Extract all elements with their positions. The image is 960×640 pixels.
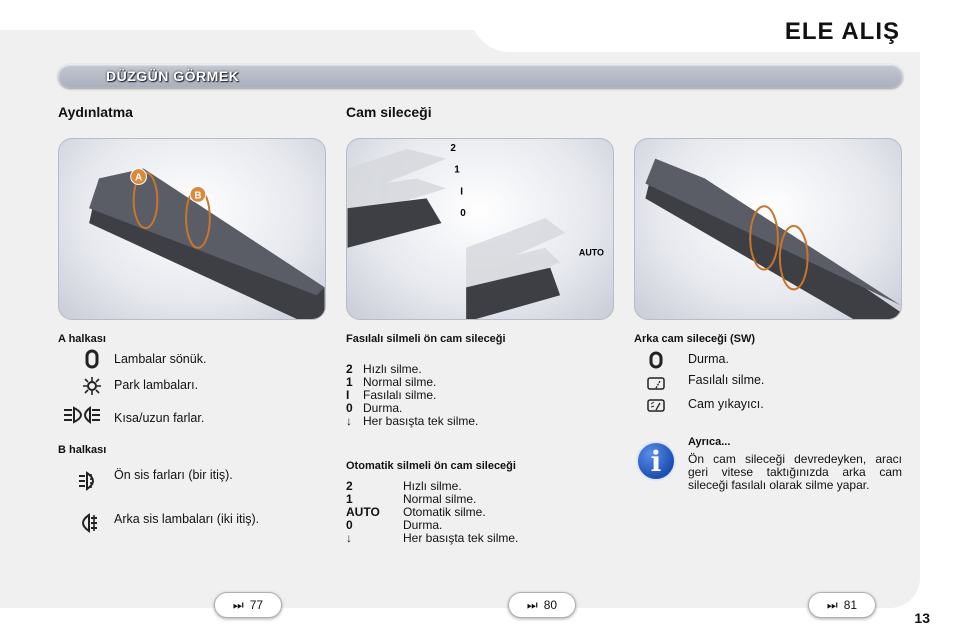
intermittent-code-1: 1 <box>346 375 353 389</box>
intermittent-desc-4: Her basışta tek silme. <box>363 414 479 428</box>
ring-a-item-1-text: Park lambaları. <box>114 378 199 392</box>
intermittent-code-4: ↓ <box>346 414 352 428</box>
automatic-desc-2: Otomatik silme. <box>403 505 486 519</box>
automatic-code-1: 1 <box>346 492 353 506</box>
lighting-stalk-photo <box>58 138 326 320</box>
automatic-desc-4: Her basışta tek silme. <box>403 531 519 545</box>
intermittent-desc-3: Durma. <box>363 401 403 415</box>
rear-washer-icon <box>646 396 666 416</box>
ring-b-item-1-text: Arka sis lambaları (iki itiş). <box>114 512 260 526</box>
intermittent-desc-0: Hızlı silme. <box>363 362 422 376</box>
rear-item-2-text: Cam yıkayıcı. <box>688 397 764 411</box>
forward-arrow-icon: ⏭ <box>526 597 538 612</box>
intermittent-code-3: 0 <box>346 401 353 415</box>
page-ref-81-number: 81 <box>843 598 858 612</box>
page-ref-81[interactable] <box>808 592 876 618</box>
ring-a-item-2-text: Kısa/uzun farlar. <box>114 411 205 425</box>
front-label-1: 1 <box>454 164 460 176</box>
rear-wiper-title: Arka cam sileceği (SW) <box>634 333 756 345</box>
automatic-code-3: 0 <box>346 518 353 532</box>
ring-a-label: A halkası <box>58 333 106 345</box>
lighting-stalk-drawing <box>59 139 325 319</box>
forward-arrow-icon: ⏭ <box>826 597 838 612</box>
forward-arrow-icon: ⏭ <box>232 597 244 612</box>
intermittent-code-0: 2 <box>346 362 353 376</box>
page-ref-77[interactable] <box>214 592 282 618</box>
front-fog-icon <box>76 470 100 492</box>
page-ref-80[interactable] <box>508 592 576 618</box>
automatic-desc-3: Durma. <box>403 518 443 532</box>
front-label-0: 0 <box>460 208 466 220</box>
page-ref-77-number: 77 <box>249 598 264 612</box>
automatic-code-0: 2 <box>346 479 353 493</box>
section-title: DÜZGÜN GÖRMEK <box>106 68 240 84</box>
ring-b-marker: B <box>194 190 202 202</box>
front-wiper-photo <box>346 138 614 320</box>
automatic-code-4: ↓ <box>346 531 352 545</box>
page-ref-80-number: 80 <box>543 598 558 612</box>
note-text: Ön cam sileceği devredeyken, aracı geri vitese taktığınızda arka cam sileceği fasılalı olarak silme yapar. <box>688 452 902 492</box>
ring-a-item-0-text: Lambalar sönük. <box>114 352 207 366</box>
lighting-heading: Aydınlatma <box>58 104 133 120</box>
ring-b-item-0-text: Ön sis farları (bir itiş). <box>114 468 233 482</box>
intermittent-wiper-title: Fasılalı silmeli ön cam sileceği <box>346 333 506 345</box>
rear-wiper-drawing <box>635 139 901 319</box>
page-number: 13 <box>914 610 930 626</box>
front-label-auto: AUTO <box>578 247 604 258</box>
ring-a-marker: A <box>135 172 143 184</box>
info-icon: i <box>636 441 676 481</box>
ring-b-label: B halkası <box>58 444 107 456</box>
note-title: Ayrıca... <box>688 436 731 448</box>
rear-fog-icon <box>76 512 100 534</box>
headlight-icon <box>62 404 102 426</box>
automatic-wiper-title: Otomatik silmeli ön cam sileceği <box>346 460 516 472</box>
intermittent-desc-1: Normal silme. <box>363 375 437 389</box>
automatic-desc-1: Normal silme. <box>403 492 477 506</box>
page-title: ELE ALIŞ <box>784 18 900 45</box>
lamp-off-icon <box>80 348 104 370</box>
front-wiper-drawing <box>347 139 613 319</box>
park-light-icon <box>80 375 104 397</box>
rear-item-1-text: Fasılalı silme. <box>688 373 765 387</box>
automatic-code-2: AUTO <box>346 505 380 519</box>
rear-wiper-photo <box>634 138 902 320</box>
rear-intermittent-icon <box>646 374 666 394</box>
wiper-heading: Cam sileceği <box>346 104 432 120</box>
section-banner <box>58 64 903 88</box>
front-label-2: 2 <box>450 142 456 154</box>
front-label-i: I <box>460 186 463 198</box>
rear-item-0-text: Durma. <box>688 352 729 366</box>
intermittent-desc-2: Fasılalı silme. <box>363 388 437 402</box>
rear-stop-icon <box>646 350 666 370</box>
intermittent-code-2: I <box>346 388 350 402</box>
automatic-desc-0: Hızlı silme. <box>403 479 462 493</box>
